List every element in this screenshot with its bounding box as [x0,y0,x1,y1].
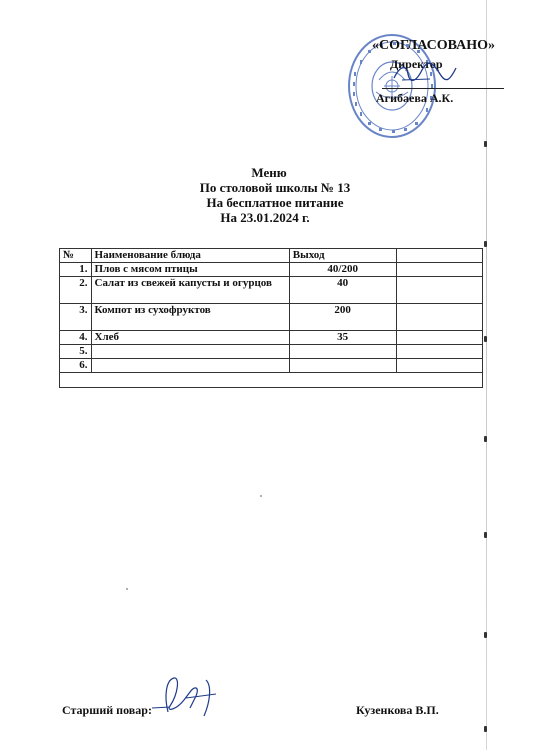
row-empty-cell [396,359,482,373]
row-number: 6. [60,359,92,373]
cook-label: Старший повар: [62,703,152,717]
scanner-dot [484,726,487,732]
approval-title: «СОГЛАСОВАНО» [372,38,495,53]
scanner-dot [484,336,487,342]
row-number: 4. [60,331,92,345]
scanner-dot [484,241,487,247]
row-empty-cell [396,304,482,331]
table-header-row [60,249,483,263]
row-empty-cell [396,331,482,345]
heading-line-4: На 23.01.2024 г. [220,210,310,225]
approval-name: Агибаева А.К. [376,91,454,105]
menu-table [59,248,483,388]
handwritten-signature-icon [390,60,460,86]
heading-line-3: На бесплатное питание [206,195,344,210]
table-footer-row [60,373,483,388]
row-empty-cell [396,345,482,359]
table-row [60,345,483,359]
row-dish-name [91,345,289,359]
heading-line-2: По столовой школы № 13 [199,180,351,195]
table-row [60,277,483,304]
scanner-dot [484,141,487,147]
header-empty [396,249,482,263]
table-footer-cell [60,373,483,388]
scan-speck [126,588,128,590]
table-row [60,304,483,331]
heading-line-1: Меню [251,165,287,180]
scan-speck [260,495,262,497]
row-output: 35 [289,331,396,345]
menu-heading [150,165,400,225]
scanner-dot [484,436,487,442]
row-empty-cell [396,277,482,304]
row-dish-name: Компот из сухофруктов [91,304,289,331]
table-row [60,331,483,345]
row-dish-name: Хлеб [91,331,289,345]
row-dish-name: Салат из свежей капусты и огурцов [91,277,289,304]
header-dish-name: Наименование блюда [91,249,289,263]
header-output: Выход [289,249,396,263]
signature-line [382,88,504,89]
table-row [60,263,483,277]
scanner-dot [484,632,487,638]
row-number: 3. [60,304,92,331]
row-output: 200 [289,304,396,331]
cook-name: Кузенкова В.П. [356,703,439,717]
row-number: 2. [60,277,92,304]
row-empty-cell [396,263,482,277]
approval-role: Директор [390,57,443,71]
row-output [289,359,396,373]
row-dish-name [91,359,289,373]
scanner-dot [484,532,487,538]
row-number: 5. [60,345,92,359]
row-output [289,345,396,359]
row-number: 1. [60,263,92,277]
approval-block [368,38,508,118]
table-row [60,359,483,373]
handwritten-signature-icon [150,672,230,720]
header-number: № [60,249,92,263]
row-output: 40/200 [289,263,396,277]
row-dish-name: Плов с мясом птицы [91,263,289,277]
row-output: 40 [289,277,396,304]
